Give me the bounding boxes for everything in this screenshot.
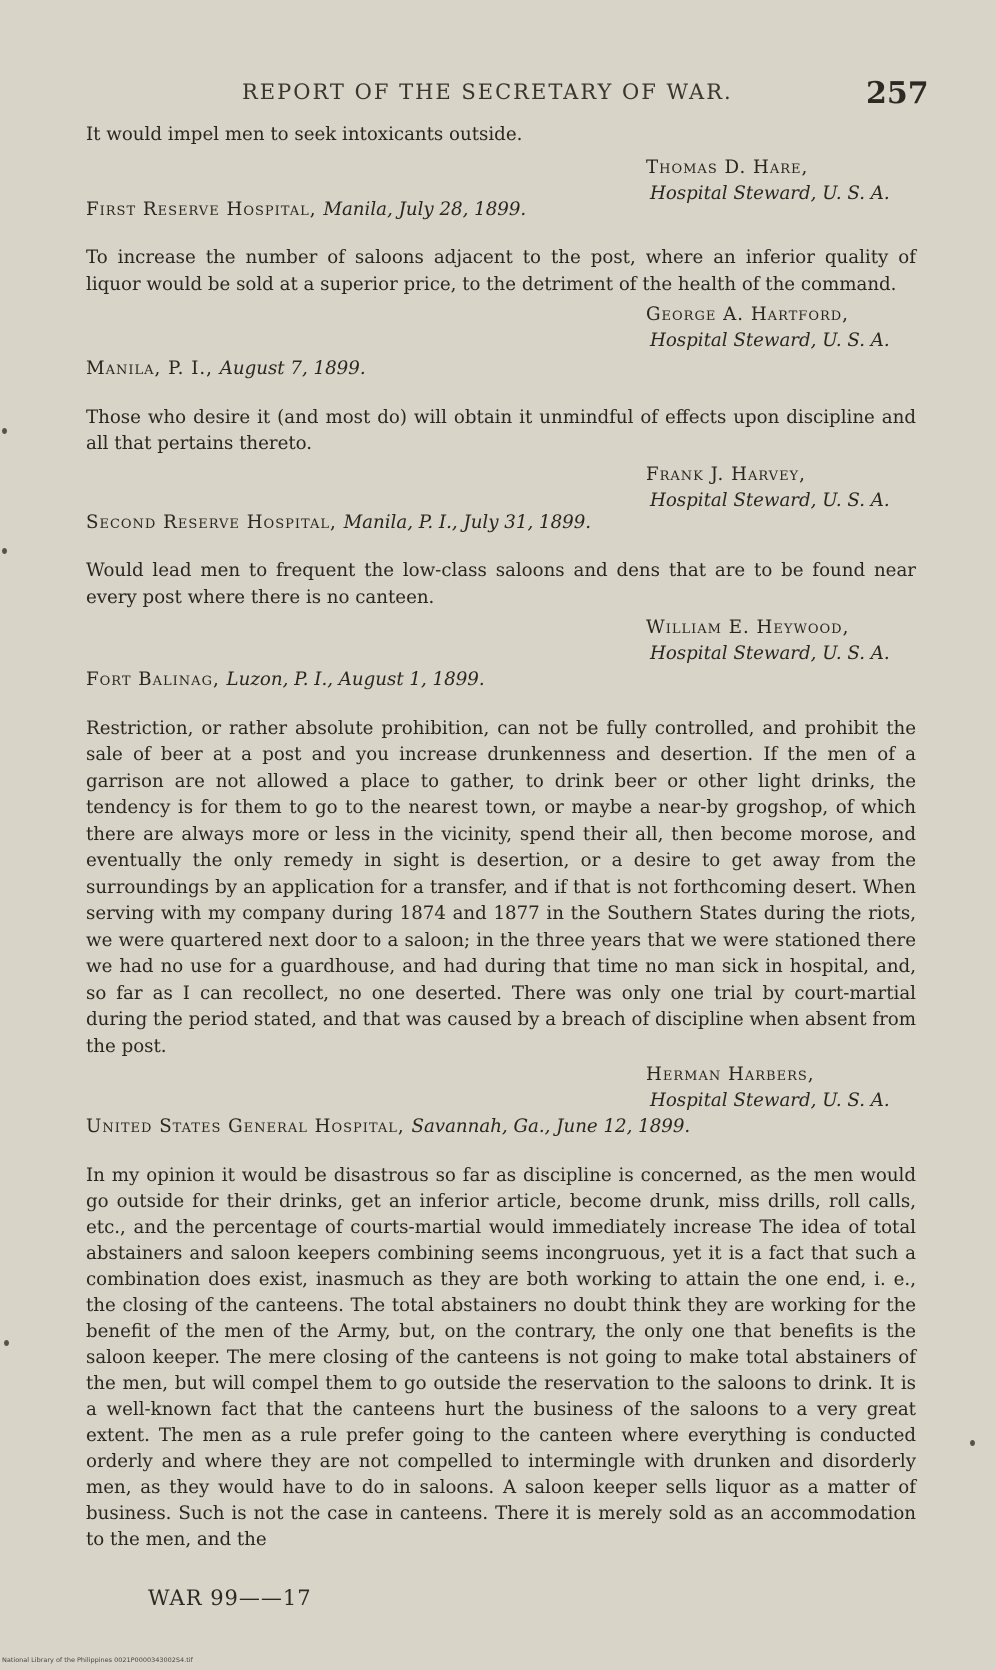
signature-name: Frank J. Harvey, xyxy=(646,463,806,485)
entry-harvey xyxy=(86,405,916,537)
entry-paragraph: In my opinion it would be disastrous so far as discipline is concerned, as the men would go outside for their drinks, get an inferior article, become drunk, miss drills, roll calls, etc., and the percentage of courts-martial would immediately increase The idea of total abstainers and saloon keepers combining seems incongruous, yet it is a fact that such a combination does exist, inasmuch as they are both working to attain the one end, i. e., the closing of the canteens. The total abstainers no doubt think they are working for the benefit of the men of the Army, but, on the contrary, the only one that benefits is the saloon keeper. The mere closing of the canteens is not going to make total abstainers of the men, but will compel them to go outside the reservation to the saloons to drink. It is a well-known fact that the canteens hurt the business of the saloons to a very great extent. The men as a rule prefer going to the canteen where everything is conducted orderly and where they are not compelled to intermingle with drunken and disorderly men, as they would have to do in saloons. A saloon keeper sells liquor as a matter of business. Such is not the case in canteens. There it is merely sold as an accommodation to the men, and the xyxy=(86,1164,916,1550)
location-institution: Manila, P. I., xyxy=(86,358,213,379)
location-institution: United States General Hospital, xyxy=(86,1116,405,1137)
running-head: REPORT OF THE SECRETARY OF WAR. xyxy=(242,80,733,104)
signature-name: George A. Hartford, xyxy=(646,304,849,325)
location-date: Luzon, P. I., August 1, 1899. xyxy=(226,669,485,690)
scan-imprint: National Library of the Philippines 0021P0000343002S4.tif xyxy=(2,1656,193,1664)
entry-canteen-opinion xyxy=(86,1163,916,1553)
page-header xyxy=(0,78,996,118)
location-institution: Fort Balinag, xyxy=(86,669,220,690)
location-date: Manila, P. I., July 31, 1899. xyxy=(343,511,592,533)
location-date: Manila, July 28, 1899. xyxy=(323,198,527,220)
signature-title: Hospital Steward, U. S. A. xyxy=(650,1090,890,1111)
location-date: Savannah, Ga., June 12, 1899. xyxy=(411,1116,691,1137)
signature-title: Hospital Steward, U. S. A. xyxy=(650,330,890,351)
signature-block xyxy=(86,1062,916,1114)
body-text xyxy=(86,122,916,1553)
entry-paragraph: Those who desire it (and most do) will obtain it unmindful of effects upon discipline and all that pertains thereto. xyxy=(86,406,916,454)
location-line xyxy=(86,1114,916,1141)
entry-hare xyxy=(86,122,916,223)
location-institution: First Reserve Hospital, xyxy=(86,198,317,220)
page-number: 257 xyxy=(866,76,929,111)
location-line xyxy=(86,667,916,694)
location-date: August 7, 1899. xyxy=(219,358,366,379)
paper-speck xyxy=(4,1340,9,1346)
entry-hartford xyxy=(86,245,916,383)
signature-mark: WAR 99——17 xyxy=(148,1586,312,1610)
signature-name: Thomas D. Hare, xyxy=(646,156,809,178)
signature-name: Herman Harbers, xyxy=(646,1064,815,1085)
signature-title: Hospital Steward, U. S. A. xyxy=(650,182,890,204)
paper-speck xyxy=(2,548,7,554)
paper-speck xyxy=(970,1440,975,1446)
paper-speck xyxy=(2,428,7,434)
entry-paragraph: Would lead men to frequent the low-class saloons and dens that are to be found near every post where there is no canteen. xyxy=(86,560,916,608)
entry-harbers xyxy=(86,716,916,1141)
entry-paragraph: It would impel men to seek intoxicants outside. xyxy=(86,124,523,145)
entry-paragraph: To increase the number of saloons adjacent to the post, where an inferior quality of liquor would be sold at a superior price, to the detriment of the health of the command. xyxy=(86,247,916,295)
signature-block xyxy=(86,302,916,354)
location-institution: Second Reserve Hospital, xyxy=(86,511,337,533)
location-line xyxy=(86,356,916,383)
entry-heywood xyxy=(86,558,916,694)
signature-block xyxy=(86,615,916,667)
signature-title: Hospital Steward, U. S. A. xyxy=(650,643,890,664)
signature-title: Hospital Steward, U. S. A. xyxy=(650,489,890,511)
signature-block xyxy=(86,462,916,514)
signature-name: William E. Heywood, xyxy=(646,617,850,638)
entry-paragraph: Restriction, or rather absolute prohibition, can not be fully controlled, and prohibit the sale of beer at a post and you increase drunkenness and desertion. If the men of a garrison are not allowed a place to gather, to drink beer or other light drinks, the tendency is for them to go to the nearest town, or maybe a near-by grogshop, of which there are always more or less in the vicinity, spend their all, then become morose, and eventually the only remedy in sight is desertion, or a desire to get away from the surroundings by an application for a transfer, and if that is not forthcoming desert. When serving with my company during 1874 and 1877 in the Southern States during the riots, we were quartered next door to a saloon; in the three years that we were stationed there we had no use for a guardhouse, and had during that time no man sick in hospital, and, so far as I can recollect, no one deserted. There was only one trial by court-martial during the period stated, and that was caused by a breach of discipline when absent from the post. xyxy=(86,717,916,1057)
